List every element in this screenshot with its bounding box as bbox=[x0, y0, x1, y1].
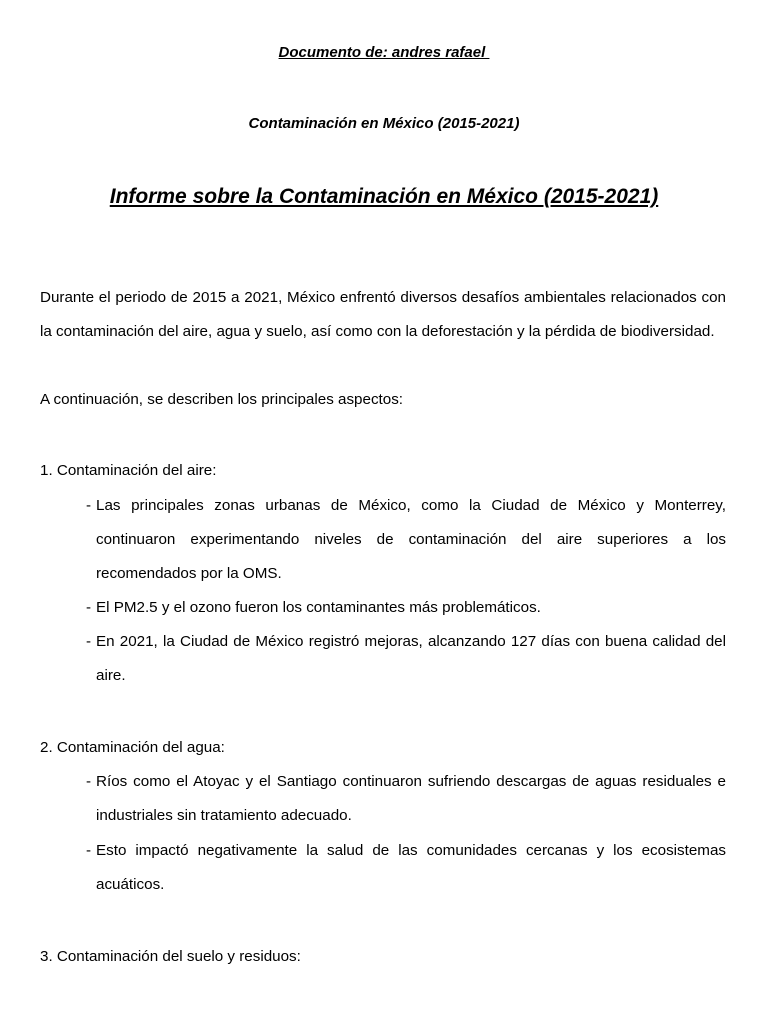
bullet-text: En 2021, la Ciudad de México registró mejoras, alcanzando 127 días con buena calidad del aire. bbox=[96, 633, 726, 684]
bullet-text: Las principales zonas urbanas de México, como la Ciudad de México y Monterrey, continuaron experimentando niveles de contaminación del aire superiores a los recomendados por la OMS. bbox=[96, 497, 726, 582]
bullet-marker: - bbox=[86, 842, 92, 859]
bullet-text: El PM2.5 y el ozono fueron los contaminantes más problemáticos. bbox=[96, 599, 541, 616]
bullet-marker: - bbox=[86, 773, 92, 790]
list-item bbox=[86, 625, 726, 693]
section-heading-soil: 3. Contaminación del suelo y residuos: bbox=[40, 948, 301, 965]
bullet-text: Esto impactó negativamente la salud de las comunidades cercanas y los ecosistemas acuáticos. bbox=[96, 842, 726, 893]
list-item bbox=[86, 765, 726, 833]
bullet-marker: - bbox=[86, 599, 92, 616]
bullet-text: Ríos como el Atoyac y el Santiago continuaron sufriendo descargas de aguas residuales e industriales sin tratamiento adecuado. bbox=[96, 773, 726, 824]
section-heading-air: 1. Contaminación del aire: bbox=[40, 462, 217, 479]
list-item bbox=[86, 834, 726, 902]
section-heading-water: 2. Contaminación del agua: bbox=[40, 739, 225, 756]
list-item bbox=[86, 591, 726, 625]
document-title: Informe sobre la Contaminación en México (2015-2021) bbox=[109, 185, 659, 208]
intro-continuation: A continuación, se describen los principales aspectos: bbox=[40, 391, 404, 408]
document-subtitle: Contaminación en México (2015-2021) bbox=[248, 115, 520, 132]
intro-paragraph: Durante el periodo de 2015 a 2021, México enfrentó diversos desafíos ambientales relacionados con la contaminación del aire, agua y suelo, así como con la deforestación y la pérdida de biodiversidad. bbox=[40, 289, 726, 340]
bullet-marker: - bbox=[86, 633, 92, 650]
bullet-marker: - bbox=[86, 497, 92, 514]
document-owner-line: Documento de: andres rafael bbox=[278, 44, 490, 61]
list-item bbox=[86, 489, 726, 591]
